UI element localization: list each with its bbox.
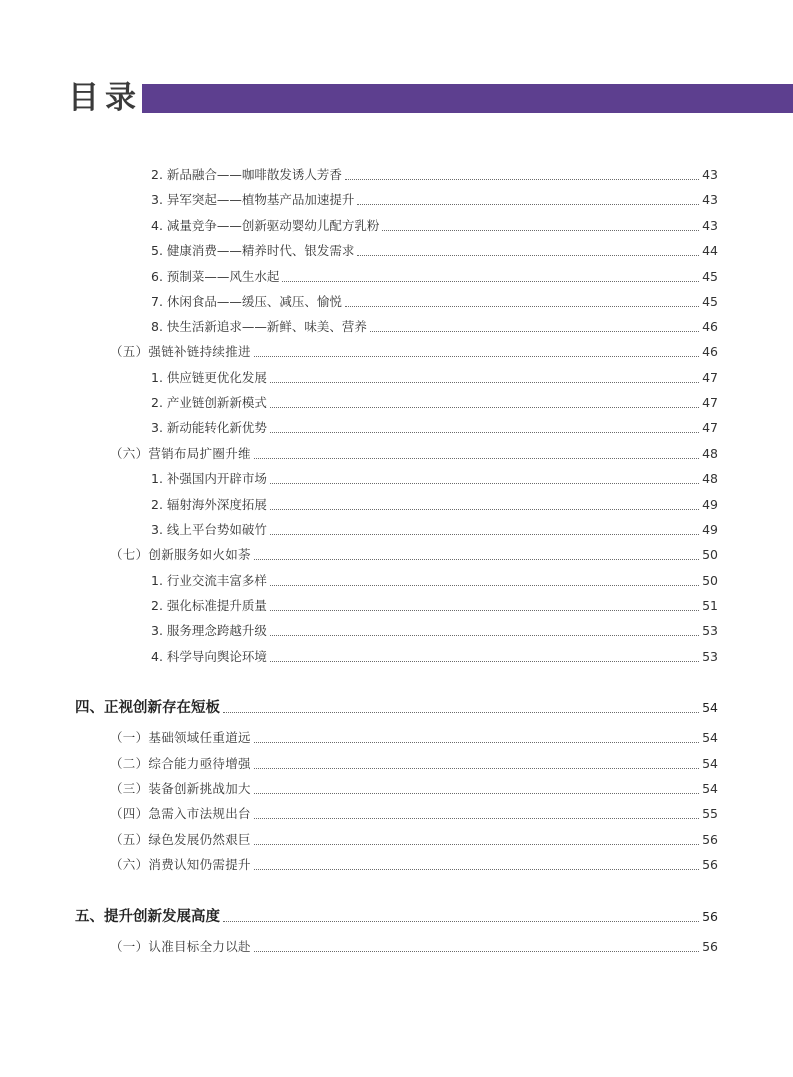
toc-entry[interactable] <box>151 594 718 614</box>
toc-entry-page: 48 <box>702 471 718 486</box>
toc-entry-title: （六）消费认知仍需提升 <box>110 857 251 872</box>
toc-entry[interactable] <box>151 214 718 234</box>
toc-entry-title: 1. 供应链更优化发展 <box>151 370 267 385</box>
dot-leader <box>254 741 699 743</box>
toc-entry-title: 4. 减量竞争——创新驱动婴幼儿配方乳粉 <box>151 218 380 233</box>
dot-leader <box>270 660 699 662</box>
dot-leader <box>270 406 699 408</box>
toc-entry-page: 47 <box>702 420 718 435</box>
toc-entry[interactable] <box>110 442 718 462</box>
dot-leader <box>254 457 699 459</box>
dot-leader <box>357 203 699 205</box>
toc-entry-page: 45 <box>702 269 718 284</box>
toc-entry[interactable] <box>151 265 718 285</box>
toc-entry[interactable] <box>151 467 718 487</box>
toc-entry[interactable] <box>110 752 718 772</box>
dot-leader <box>270 533 699 535</box>
toc-entry[interactable] <box>151 315 718 335</box>
toc-entry-title: 6. 预制菜——风生水起 <box>151 269 280 284</box>
dot-leader <box>270 508 699 510</box>
dot-leader <box>270 381 699 383</box>
toc-entry-title: 3. 新动能转化新优势 <box>151 420 267 435</box>
toc-entry-title: 五、提升创新发展高度 <box>75 909 220 925</box>
toc-entry-title: 四、正视创新存在短板 <box>75 700 220 716</box>
toc-entry[interactable] <box>110 340 718 360</box>
toc-entry-title: 4. 科学导向舆论环境 <box>151 649 267 664</box>
dot-leader <box>254 817 699 819</box>
toc-entry[interactable] <box>151 188 718 208</box>
toc-entry-page: 49 <box>702 497 718 512</box>
toc-entry-page: 49 <box>702 522 718 537</box>
toc-entry-page: 45 <box>702 294 718 309</box>
dot-leader <box>270 634 699 636</box>
toc-entry[interactable] <box>110 726 718 746</box>
toc-entry-page: 56 <box>702 832 718 847</box>
page-title: 目录 <box>68 80 142 116</box>
toc-entry-page: 43 <box>702 192 718 207</box>
toc-entry[interactable] <box>151 416 718 436</box>
toc-entry[interactable] <box>110 777 718 797</box>
dot-leader <box>282 280 699 282</box>
dot-leader <box>270 431 699 433</box>
toc-entry-page: 46 <box>702 344 718 359</box>
toc-entry[interactable] <box>110 935 718 955</box>
toc-entry-title: （五）绿色发展仍然艰巨 <box>110 832 251 847</box>
toc-entry-title: （一）基础领域任重道远 <box>110 730 251 745</box>
toc-entry-title: （一）认准目标全力以赴 <box>110 939 251 954</box>
dot-leader <box>254 843 699 845</box>
toc-entry-title: 5. 健康消费——精养时代、银发需求 <box>151 243 355 258</box>
toc-entry-page: 54 <box>702 781 718 796</box>
dot-leader <box>270 609 699 611</box>
toc-entry-title: 3. 服务理念跨越升级 <box>151 623 267 638</box>
toc-entry[interactable] <box>110 543 718 563</box>
toc-entry-title: （五）强链补链持续推进 <box>110 344 251 359</box>
toc-entry-page: 48 <box>702 446 718 461</box>
toc-entry-page: 44 <box>702 243 718 258</box>
toc-entry-title: 1. 补强国内开辟市场 <box>151 471 267 486</box>
toc-entry[interactable] <box>75 696 718 716</box>
toc-entry-title: 2. 辐射海外深度拓展 <box>151 497 267 512</box>
toc-entry-title: （二）综合能力亟待增强 <box>110 756 251 771</box>
toc-entry-title: 2. 新品融合——咖啡散发诱人芳香 <box>151 167 342 182</box>
toc-entry-page: 56 <box>702 857 718 872</box>
toc-entry-title: （七）创新服务如火如荼 <box>110 547 251 562</box>
toc-entry-page: 54 <box>702 756 718 771</box>
dot-leader <box>254 792 699 794</box>
toc-entry-page: 46 <box>702 319 718 334</box>
dot-leader <box>370 330 699 332</box>
dot-leader <box>223 920 699 922</box>
toc-entry-page: 43 <box>702 167 718 182</box>
toc-entry-page: 47 <box>702 370 718 385</box>
toc-entry-page: 53 <box>702 623 718 638</box>
toc-entry[interactable] <box>151 493 718 513</box>
toc-entry-page: 50 <box>702 547 718 562</box>
toc-entry-title: 8. 快生活新追求——新鲜、味美、营养 <box>151 319 367 334</box>
dot-leader <box>382 229 699 231</box>
toc-entry[interactable] <box>151 518 718 538</box>
toc-entry-page: 55 <box>702 806 718 821</box>
dot-leader <box>270 482 699 484</box>
toc-entry-page: 54 <box>702 730 718 745</box>
toc-entry-title: 1. 行业交流丰富多样 <box>151 573 267 588</box>
toc-entry[interactable] <box>151 391 718 411</box>
toc-entry[interactable] <box>151 290 718 310</box>
toc-entry-page: 47 <box>702 395 718 410</box>
toc-entry-title: （三）装备创新挑战加大 <box>110 781 251 796</box>
toc-entry-page: 56 <box>702 939 718 954</box>
toc-entry-title: 2. 产业链创新新模式 <box>151 395 267 410</box>
dot-leader <box>345 178 699 180</box>
toc-entry-title: 7. 休闲食品——缓压、减压、愉悦 <box>151 294 342 309</box>
toc-entry-title: （四）急需入市法规出台 <box>110 806 251 821</box>
dot-leader <box>254 868 699 870</box>
toc-entry[interactable] <box>151 569 718 589</box>
toc-entry-page: 43 <box>702 218 718 233</box>
dot-leader <box>345 305 699 307</box>
toc-entry-title: 3. 异军突起——植物基产品加速提升 <box>151 192 355 207</box>
dot-leader <box>223 711 699 713</box>
toc-entry[interactable] <box>110 828 718 848</box>
dot-leader <box>357 254 699 256</box>
toc-entry[interactable] <box>151 366 718 386</box>
toc-entry-page: 50 <box>702 573 718 588</box>
toc-entry[interactable] <box>110 802 718 822</box>
dot-leader <box>254 355 699 357</box>
dot-leader <box>254 558 699 560</box>
dot-leader <box>254 950 699 952</box>
toc-entry-page: 56 <box>702 909 718 924</box>
toc-entry[interactable] <box>151 619 718 639</box>
dot-leader <box>270 584 699 586</box>
title-bar <box>142 84 793 113</box>
toc-entry[interactable] <box>151 239 718 259</box>
toc-entry-page: 51 <box>702 598 718 613</box>
toc-entry[interactable] <box>110 853 718 873</box>
toc-entry[interactable] <box>151 645 718 665</box>
toc-entry-title: 3. 线上平台势如破竹 <box>151 522 267 537</box>
toc-entry-title: （六）营销布局扩圈升维 <box>110 446 251 461</box>
dot-leader <box>254 767 699 769</box>
toc-entry[interactable] <box>151 163 718 183</box>
toc-entry-page: 54 <box>702 700 718 715</box>
toc-entry-title: 2. 强化标准提升质量 <box>151 598 267 613</box>
toc-entry-page: 53 <box>702 649 718 664</box>
toc-entry[interactable] <box>75 905 718 925</box>
